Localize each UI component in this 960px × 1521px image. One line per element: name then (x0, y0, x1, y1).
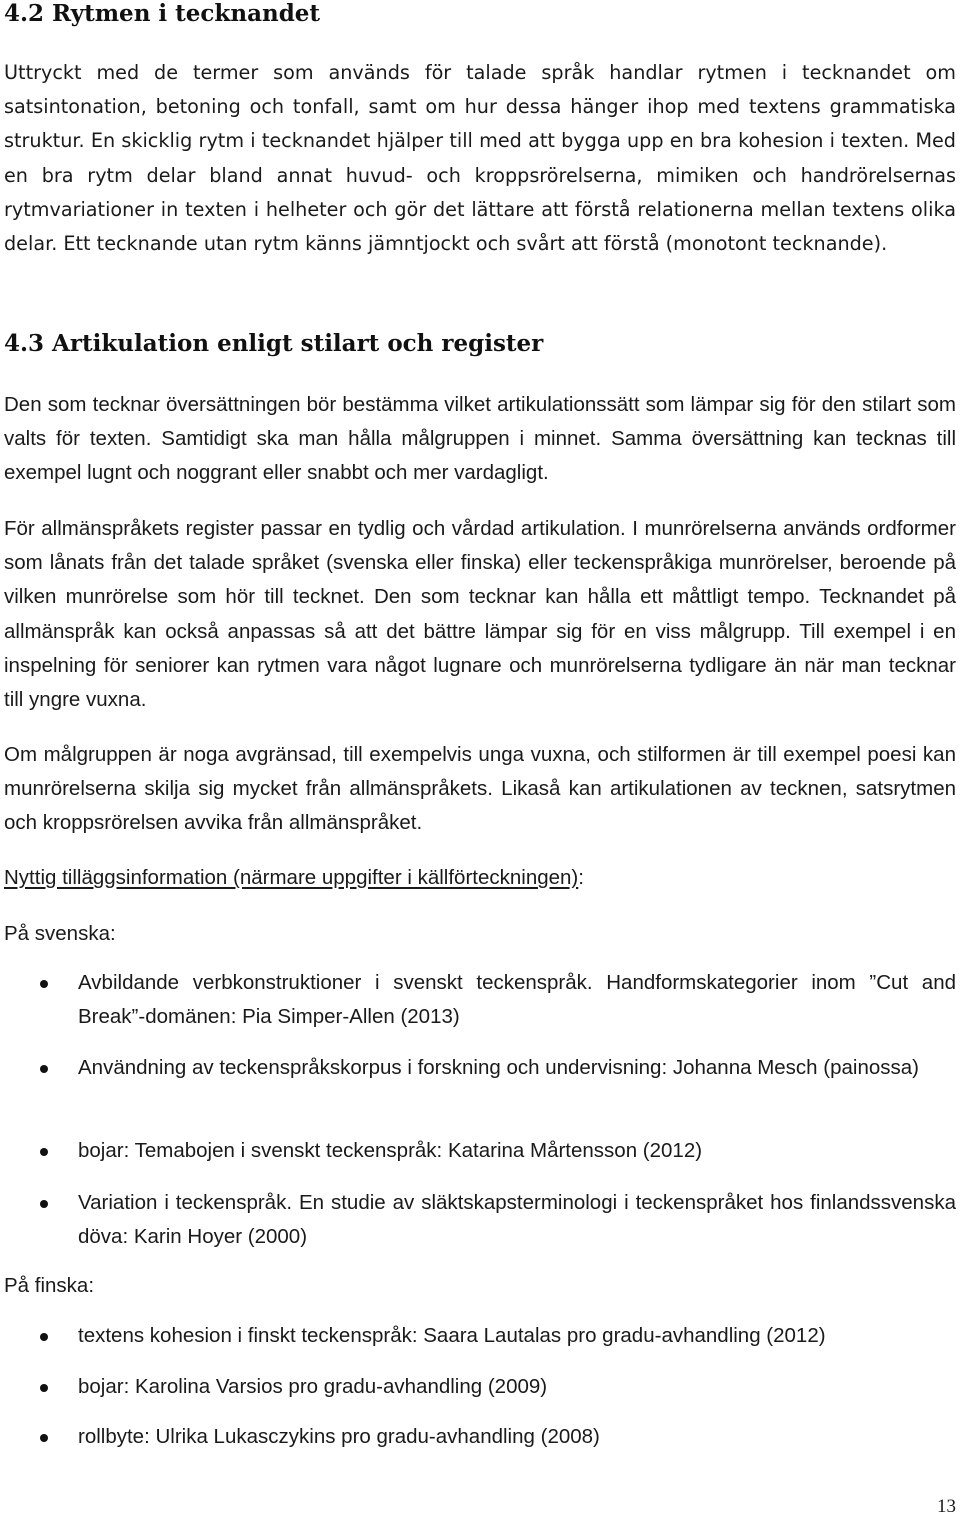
swedish-label: På svenska: (4, 922, 116, 945)
section-heading-4-3: 4.3 Artikulation enligt stilart och register (4, 330, 544, 357)
extra-info-title: Nyttig tilläggsinformation (närmare uppgifter i källförteckningen) (4, 866, 579, 889)
list-item-text: bojar: Karolina Varsios pro gradu-avhandling (2009) (78, 1375, 548, 1398)
list-item-text: Avbildande verbkonstruktioner i svenskt teckenspråk. Handformskategorier inom ”Cut and Break”-domänen: Pia Simper-Allen (2013) (78, 971, 956, 1028)
list-item-text: textens kohesion i finskt teckenspråk: Saara Lautalas pro gradu-avhandling (2012) (78, 1324, 826, 1347)
list-item-text: Variation i teckenspråk. En studie av släktskapsterminologi i teckenspråket hos finlandssvenska döva: Karin Hoyer (2000) (78, 1191, 956, 1248)
section-heading-4-2: 4.2 Rytmen i tecknandet (4, 0, 321, 27)
page-number: 13 (937, 1496, 956, 1517)
bullet-icon (40, 980, 48, 988)
bullet-icon (40, 1200, 48, 1208)
list-item-text: bojar: Temabojen i svenskt teckenspråk: Katarina Mårtensson (2012) (78, 1139, 703, 1162)
bullet-icon (40, 1333, 48, 1341)
finnish-label: På finska: (4, 1274, 95, 1297)
list-item-text: Användning av teckenspråkskorpus i forskning och undervisning: Johanna Mesch (painossa) (78, 1056, 919, 1079)
bullet-icon (40, 1434, 48, 1442)
paragraph-articulation-1: Den som tecknar översättningen bör bestämma vilket artikulationssätt som lämpar sig för den stilart som valts för texten. Samtidigt ska man hålla målgruppen i minnet. Samma översättning kan tecknas till exempel lugnt och noggrant eller snabbt och mer vardagligt. (4, 393, 956, 485)
list-item-text: rollbyte: Ulrika Lukasczykins pro gradu-avhandling (2008) (78, 1425, 600, 1448)
bullet-icon (40, 1148, 48, 1156)
paragraph-articulation-3: Om målgruppen är noga avgränsad, till exempelvis unga vuxna, och stilformen är till exempel poesi kan munrörelserna skilja sig mycket från allmänspråkets. Likaså kan artikulationen av tecknen, satsrytmen och kroppsrörelsen avvika från allmänspråket. (4, 743, 956, 835)
paragraph-rhythm: Uttryckt med de termer som används för talade språk handlar rytmen i tecknandet om satsintonation, betoning och tonfall, samt om hur dessa hänger ihop med textens grammatiska struktur. En skicklig rytm i tecknandet hjälper till med att bygga upp en bra kohesion i texten. Med en bra rytm delar bland annat huvud- och kroppsrörelserna, mimiken och handrörelsernas rytmvariationer in texten i helheter och gör det lättare att förstå relationerna mellan textens olika delar. Ett tecknande utan rytm känns jämntjockt och svårt att förstå (monotont tecknande). (4, 61, 956, 256)
extra-info-title-line (4, 864, 584, 892)
bullet-icon (40, 1065, 48, 1073)
paragraph-articulation-2: För allmänspråkets register passar en tydlig och vårdad artikulation. I munrörelserna används ordformer som lånats från det talade språket (svenska eller finska) eller teckenspråkiga munrörelser, beroende på vilken munrörelse som hör till tecknet. Den som tecknar kan hålla ett måttligt tempo. Tecknandet på allmänspråk kan också anpassas så att det bättre lämpar sig för en viss målgrupp. Till exempel i en inspelning för seniorer kan rytmen vara något lugnare och munrörelserna tydligare än när man tecknar till yngre vuxna. (4, 517, 956, 712)
extra-info-title-colon: : (578, 866, 584, 889)
bullet-icon (40, 1384, 48, 1392)
